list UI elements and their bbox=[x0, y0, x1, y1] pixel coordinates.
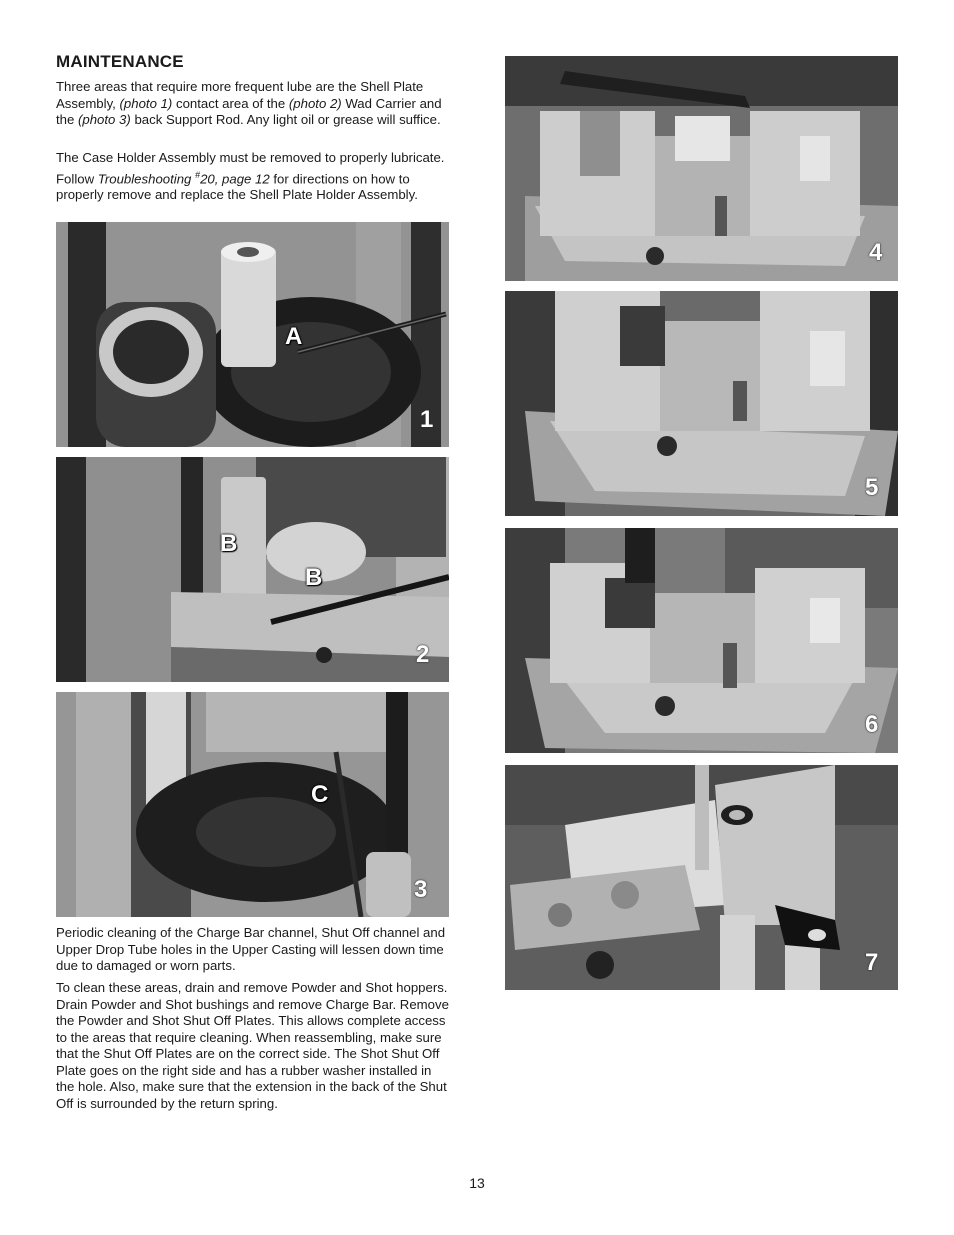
callout-b-upper: B bbox=[220, 530, 238, 557]
text-run: contact area of the bbox=[172, 95, 289, 111]
photo-2-illustration bbox=[56, 457, 449, 682]
text-run: for directions on how to properly remove and replace the Shell Plate Holder Assembly. bbox=[56, 170, 418, 203]
photo-7-shut-off-plate bbox=[505, 765, 898, 990]
photo-number-4: 4 bbox=[869, 239, 883, 266]
photo-number-1: 1 bbox=[420, 406, 434, 433]
photo-1-illustration bbox=[56, 222, 449, 447]
photo-number-2: 2 bbox=[416, 641, 430, 668]
troubleshooting-ref: Troubleshooting bbox=[97, 170, 196, 186]
photo-7-illustration bbox=[505, 765, 898, 990]
photo-6-illustration bbox=[505, 528, 898, 753]
photo-5-upper-casting bbox=[505, 291, 898, 516]
callout-a: A bbox=[285, 323, 303, 350]
page-number: 13 bbox=[469, 1175, 485, 1191]
cleaning-paragraph: Periodic cleaning of the Charge Bar channel, Shut Off channel and Upper Drop Tube holes in the Upper Casting will lessen down time due to damaged or worn parts. bbox=[56, 925, 446, 973]
text-run: The Case Holder Assembly must be removed to properly lubricate. Follow bbox=[56, 150, 445, 186]
photo-ref: (photo 2) bbox=[288, 95, 342, 111]
photo-3-wad-carrier bbox=[56, 692, 449, 917]
photo-3-illustration bbox=[56, 692, 449, 917]
lube-paragraph bbox=[56, 79, 450, 129]
photo-number-6: 6 bbox=[865, 711, 879, 738]
photo-2-contact-area bbox=[56, 457, 449, 682]
case-holder-paragraph bbox=[56, 150, 450, 204]
photo-1-shell-plate bbox=[56, 222, 449, 447]
cleaning-procedure-paragraph: To clean these areas, drain and remove Powder and Shot hoppers. Drain Powder and Shot bushings and remove Charge Bar. Remove the Powder and Shot Shut Off Plates. This allows complete access to the areas that require cleaning. When reassembling, make sure that the Shut Off Plates are on the correct side. The Shot Shut Off Plate goes on the right side and has a rubber washer installed in the hole. Also, make sure that the extension in the back of the Shut Off is surrounded by the return spring. bbox=[56, 980, 449, 1111]
photo-number-7: 7 bbox=[865, 949, 879, 976]
photo-4-upper-casting bbox=[505, 56, 898, 281]
page-ref: 20, page 12 bbox=[200, 170, 270, 186]
photo-4-illustration bbox=[505, 56, 898, 281]
photo-5-illustration bbox=[505, 291, 898, 516]
photo-number-5: 5 bbox=[865, 474, 879, 501]
text-run: Wad Carrier and the bbox=[56, 95, 442, 127]
photo-ref: (photo 1) bbox=[119, 95, 173, 111]
callout-b-lower: B bbox=[305, 564, 323, 591]
section-heading: MAINTENANCE bbox=[56, 52, 184, 71]
photo-6-upper-casting bbox=[505, 528, 898, 753]
text-run: Three areas that require more frequent lube are the Shell Plate Assembly, bbox=[56, 79, 424, 111]
photo-ref: (photo 3) bbox=[78, 112, 131, 127]
photo-number-3: 3 bbox=[414, 876, 428, 903]
callout-c: C bbox=[311, 781, 329, 808]
number-sign: # bbox=[195, 169, 201, 180]
text-run: back Support Rod. Any light oil or grease will suffice. bbox=[130, 112, 441, 127]
